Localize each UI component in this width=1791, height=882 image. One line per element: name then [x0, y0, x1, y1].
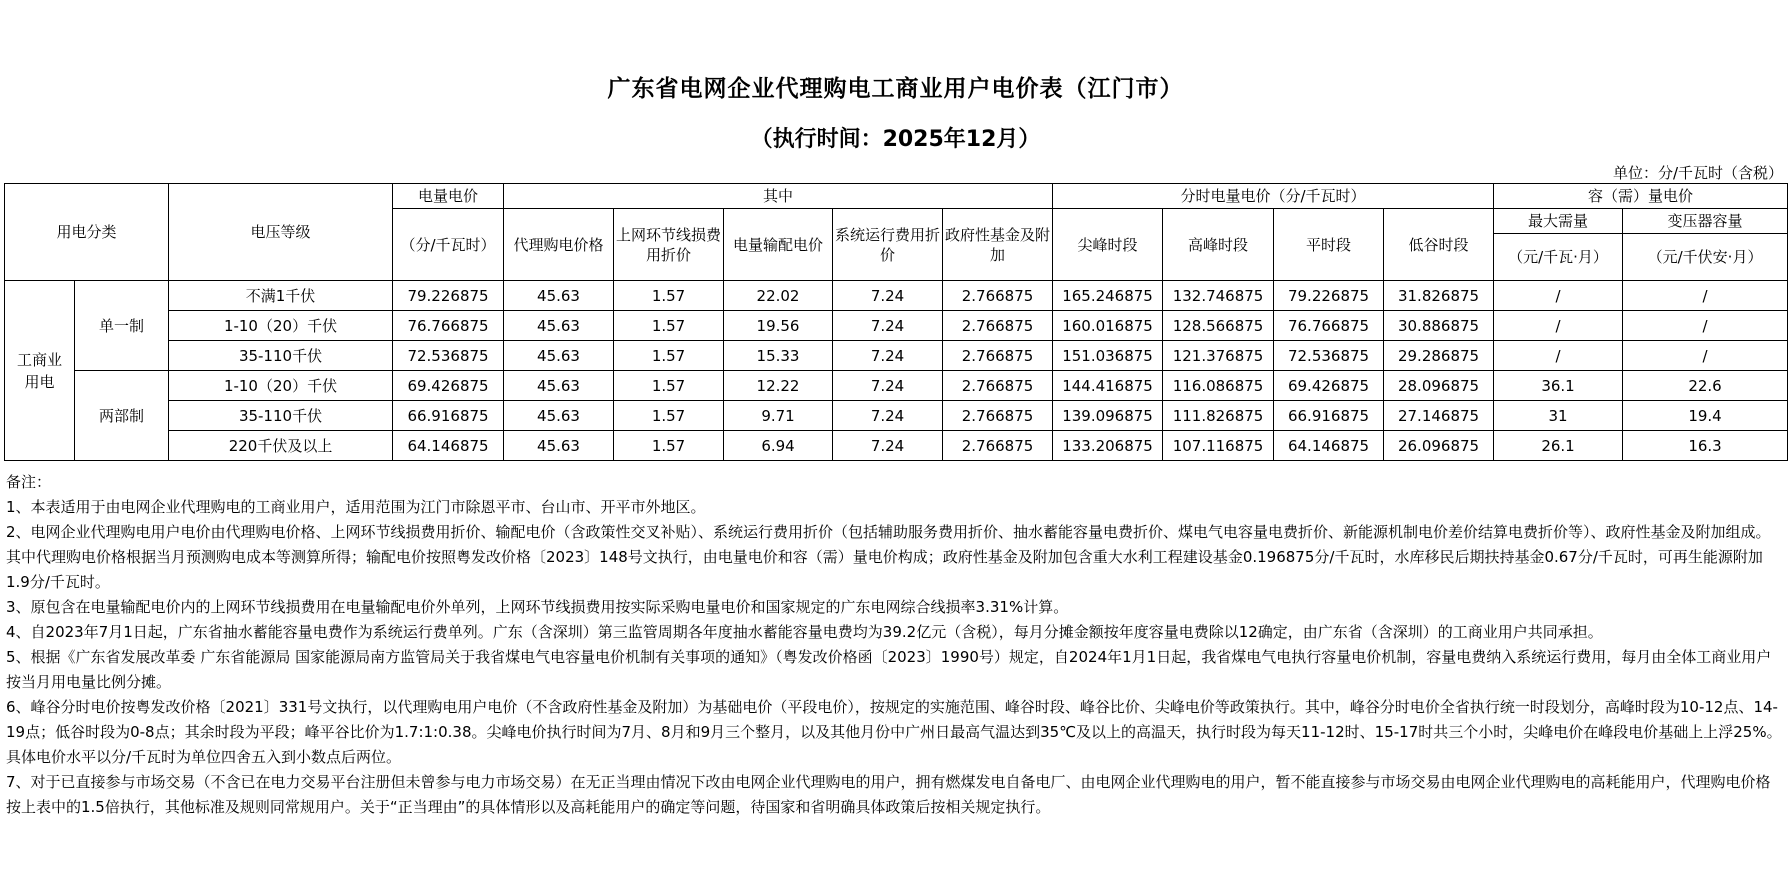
- note-4: 4、自2023年7月1日起，广东省抽水蓄能容量电费作为系统运行费单列。广东（含深圳）第三监管周期各年度抽水蓄能容量电费均为39.2亿元（含税），每月分摊金额按年度容量电费除以12确定，由广东省（含深圳）的工商业用户共同承担。: [6, 623, 1603, 641]
- cell-sys: 7.24: [833, 281, 943, 311]
- cell-voltage: 220千伏及以上: [169, 431, 393, 461]
- cell-fund: 2.766875: [943, 371, 1053, 401]
- header-peak-sharp: 尖峰时段: [1053, 209, 1163, 281]
- header-voltage: 电压等级: [169, 184, 393, 281]
- category-label: 工商业用电: [5, 281, 75, 461]
- cell-demand: /: [1494, 311, 1623, 341]
- cell-trans: 9.71: [724, 401, 833, 431]
- cell-transformer: /: [1623, 281, 1788, 311]
- cell-agent: 45.63: [504, 401, 614, 431]
- cell-loss: 1.57: [614, 371, 724, 401]
- header-gov-fund: 政府性基金及附加: [943, 209, 1053, 281]
- header-energy-price: 电量电价: [393, 184, 504, 209]
- note-7: 7、对于已直接参与市场交易（不含已在电力交易平台注册但未曾参与电力市场交易）在无正当理由情况下改由电网企业代理购电的用户，拥有燃煤发电自备电厂、由电网企业代理购电的用户，暂不能直接参与市场交易由电网企业代理购电的高耗能用户，代理购电价格按上表中的1.5倍执行，其他标准及规则同常规用户。关于“正当理由”的具体情形以及高耗能用户的确定等问题，待国家和省明确具体政策后按相关规定执行。: [6, 773, 1771, 816]
- table-row: [5, 431, 1788, 461]
- cell-fund: 2.766875: [943, 311, 1053, 341]
- unit-label: 单位：分/千瓦时（含税）: [1612, 164, 1783, 182]
- cell-peak: 132.746875: [1163, 281, 1274, 311]
- cell-flat: 72.536875: [1274, 341, 1384, 371]
- cell-flat: 64.146875: [1274, 431, 1384, 461]
- cell-flat: 66.916875: [1274, 401, 1384, 431]
- header-transformer: 变压器容量: [1623, 209, 1787, 234]
- cell-voltage: 35-110千伏: [169, 401, 393, 431]
- cell-loss: 1.57: [614, 431, 724, 461]
- cell-flat: 79.226875: [1274, 281, 1384, 311]
- header-of-which: 其中: [504, 184, 1053, 209]
- cell-sharp: 160.016875: [1053, 311, 1163, 341]
- cell-peak: 128.566875: [1163, 311, 1274, 341]
- cell-loss: 1.57: [614, 341, 724, 371]
- note-2: 2、电网企业代理购电用户电价由代理购电价格、上网环节线损费用折价、输配电价（含政策性交叉补贴）、系统运行费用折价（包括辅助服务费用折价、抽水蓄能容量电费折价、煤电气电容量电费折价、新能源机制电价差价结算电费折价等）、政府性基金及附加组成。其中代理购电价格根据当月预测购电成本等测算所得；输配电价按照粤发改价格〔2023〕148号文执行，由电量电价和容（需）量电价构成；政府性基金及附加包含重大水利工程建设基金0.196875分/千瓦时，水库移民后期扶持基金0.67分/千瓦时，可再生能源附加1.9分/千瓦时。: [6, 523, 1771, 591]
- cell-sharp: 151.036875: [1053, 341, 1163, 371]
- group-single: 单一制: [75, 281, 169, 371]
- notes-heading: 备注：: [6, 473, 52, 491]
- cell-trans: 15.33: [724, 341, 833, 371]
- header-agent-price: 代理购电价格: [504, 209, 614, 281]
- cell-voltage: 35-110千伏: [169, 341, 393, 371]
- cell-transformer: 19.4: [1623, 401, 1788, 431]
- cell-energy: 79.226875: [393, 281, 504, 311]
- cell-peak: 107.116875: [1163, 431, 1274, 461]
- cell-sys: 7.24: [833, 431, 943, 461]
- header-energy-price-unit: （分/千瓦时）: [393, 209, 504, 281]
- table-row: [5, 281, 1788, 311]
- cell-voltage: 1-10（20）千伏: [169, 371, 393, 401]
- cell-demand: 31: [1494, 401, 1623, 431]
- cell-agent: 45.63: [504, 371, 614, 401]
- table-row: [5, 371, 1788, 401]
- cell-peak: 111.826875: [1163, 401, 1274, 431]
- header-valley: 低谷时段: [1384, 209, 1494, 281]
- group-two-part: 两部制: [75, 371, 169, 461]
- cell-trans: 22.02: [724, 281, 833, 311]
- cell-energy: 72.536875: [393, 341, 504, 371]
- note-1: 1、本表适用于由电网企业代理购电的工商业用户，适用范围为江门市除恩平市、台山市、开平市外地区。: [6, 498, 706, 516]
- cell-trans: 12.22: [724, 371, 833, 401]
- header-transformer-unit: （元/千伏安·月）: [1647, 248, 1763, 266]
- cell-demand: 36.1: [1494, 371, 1623, 401]
- cell-flat: 69.426875: [1274, 371, 1384, 401]
- cell-transformer: /: [1623, 311, 1788, 341]
- cell-sys: 7.24: [833, 371, 943, 401]
- header-transmission: 电量输配电价: [724, 209, 833, 281]
- cell-transformer: /: [1623, 341, 1788, 371]
- table-row: [5, 341, 1788, 371]
- cell-loss: 1.57: [614, 311, 724, 341]
- cell-demand: /: [1494, 341, 1623, 371]
- cell-peak: 121.376875: [1163, 341, 1274, 371]
- header-transformer-cell: [1623, 209, 1788, 281]
- note-5: 5、根据《广东省发展改革委 广东省能源局 国家能源局南方监管局关于我省煤电气电容量电价机制有关事项的通知》（粤发改价格函〔2023〕1990号）规定，自2024年1月1日起，我省煤电气电执行容量电价机制，容量电费纳入系统运行费用，每月由全体工商业用户按当月用电量比例分摊。: [6, 648, 1772, 691]
- cell-valley: 30.886875: [1384, 311, 1494, 341]
- cell-fund: 2.766875: [943, 431, 1053, 461]
- cell-agent: 45.63: [504, 431, 614, 461]
- table-row: [5, 311, 1788, 341]
- cell-valley: 29.286875: [1384, 341, 1494, 371]
- cell-sharp: 144.416875: [1053, 371, 1163, 401]
- cell-trans: 19.56: [724, 311, 833, 341]
- cell-sharp: 165.246875: [1053, 281, 1163, 311]
- cell-demand: 26.1: [1494, 431, 1623, 461]
- cell-sys: 7.24: [833, 401, 943, 431]
- header-capacity-group: 容（需）量电价: [1494, 184, 1788, 209]
- cell-transformer: 22.6: [1623, 371, 1788, 401]
- header-system-op: 系统运行费用折价: [833, 209, 943, 281]
- cell-voltage: 1-10（20）千伏: [169, 311, 393, 341]
- page-subtitle: （执行时间：2025年12月）: [750, 127, 1041, 152]
- cell-trans: 6.94: [724, 431, 833, 461]
- cell-fund: 2.766875: [943, 401, 1053, 431]
- cell-agent: 45.63: [504, 341, 614, 371]
- cell-fund: 2.766875: [943, 281, 1053, 311]
- cell-energy: 69.426875: [393, 371, 504, 401]
- header-flat: 平时段: [1274, 209, 1384, 281]
- cell-energy: 64.146875: [393, 431, 504, 461]
- cell-valley: 31.826875: [1384, 281, 1494, 311]
- cell-valley: 26.096875: [1384, 431, 1494, 461]
- cell-loss: 1.57: [614, 281, 724, 311]
- cell-sharp: 139.096875: [1053, 401, 1163, 431]
- header-max-demand: 最大需量: [1494, 209, 1622, 234]
- cell-valley: 27.146875: [1384, 401, 1494, 431]
- cell-valley: 28.096875: [1384, 371, 1494, 401]
- cell-peak: 116.086875: [1163, 371, 1274, 401]
- header-max-demand-unit: （元/千瓦·月）: [1508, 248, 1608, 266]
- cell-agent: 45.63: [504, 311, 614, 341]
- cell-agent: 45.63: [504, 281, 614, 311]
- note-3: 3、原包含在电量输配电价内的上网环节线损费用在电量输配电价外单列，上网环节线损费用按实际采购电量电价和国家规定的广东电网综合线损率3.31%计算。: [6, 598, 1069, 616]
- price-table: [4, 183, 1788, 461]
- cell-demand: /: [1494, 281, 1623, 311]
- cell-loss: 1.57: [614, 401, 724, 431]
- notes: [6, 470, 1784, 820]
- cell-voltage: 不满1千伏: [169, 281, 393, 311]
- note-6: 6、峰谷分时电价按粤发改价格〔2021〕331号文执行，以代理购电用户电价（不含政府性基金及附加）为基础电价（平段电价），按规定的实施范围、峰谷时段、峰谷比价、尖峰电价等政策执行。其中，峰谷分时电价全省执行统一时段划分，高峰时段为10-12点、14-19点；低谷时段为0-8点；其余时段为平段；峰平谷比价为1.7:1:0.38。尖峰电价执行时间为7月、8月和9月三个整月，以及其他月份中广州日最高气温达到35℃及以上的高温天，执行时段为每天11-12时、15-17时共三个小时，尖峰电价在峰段电价基础上上浮25%。具体电价水平以分/千瓦时为单位四舍五入到小数点后两位。: [6, 698, 1782, 766]
- cell-sys: 7.24: [833, 341, 943, 371]
- header-line-loss: 上网环节线损费用折价: [614, 209, 724, 281]
- cell-sharp: 133.206875: [1053, 431, 1163, 461]
- page-title: 广东省电网企业代理购电工商业用户电价表（江门市）: [607, 76, 1184, 102]
- header-max-demand-cell: [1494, 209, 1623, 281]
- cell-energy: 66.916875: [393, 401, 504, 431]
- header-peak: 高峰时段: [1163, 209, 1274, 281]
- cell-fund: 2.766875: [943, 341, 1053, 371]
- cell-flat: 76.766875: [1274, 311, 1384, 341]
- header-category: 用电分类: [5, 184, 169, 281]
- cell-energy: 76.766875: [393, 311, 504, 341]
- cell-transformer: 16.3: [1623, 431, 1788, 461]
- header-tou-group: 分时电量电价（分/千瓦时）: [1053, 184, 1494, 209]
- cell-sys: 7.24: [833, 311, 943, 341]
- table-row: [5, 401, 1788, 431]
